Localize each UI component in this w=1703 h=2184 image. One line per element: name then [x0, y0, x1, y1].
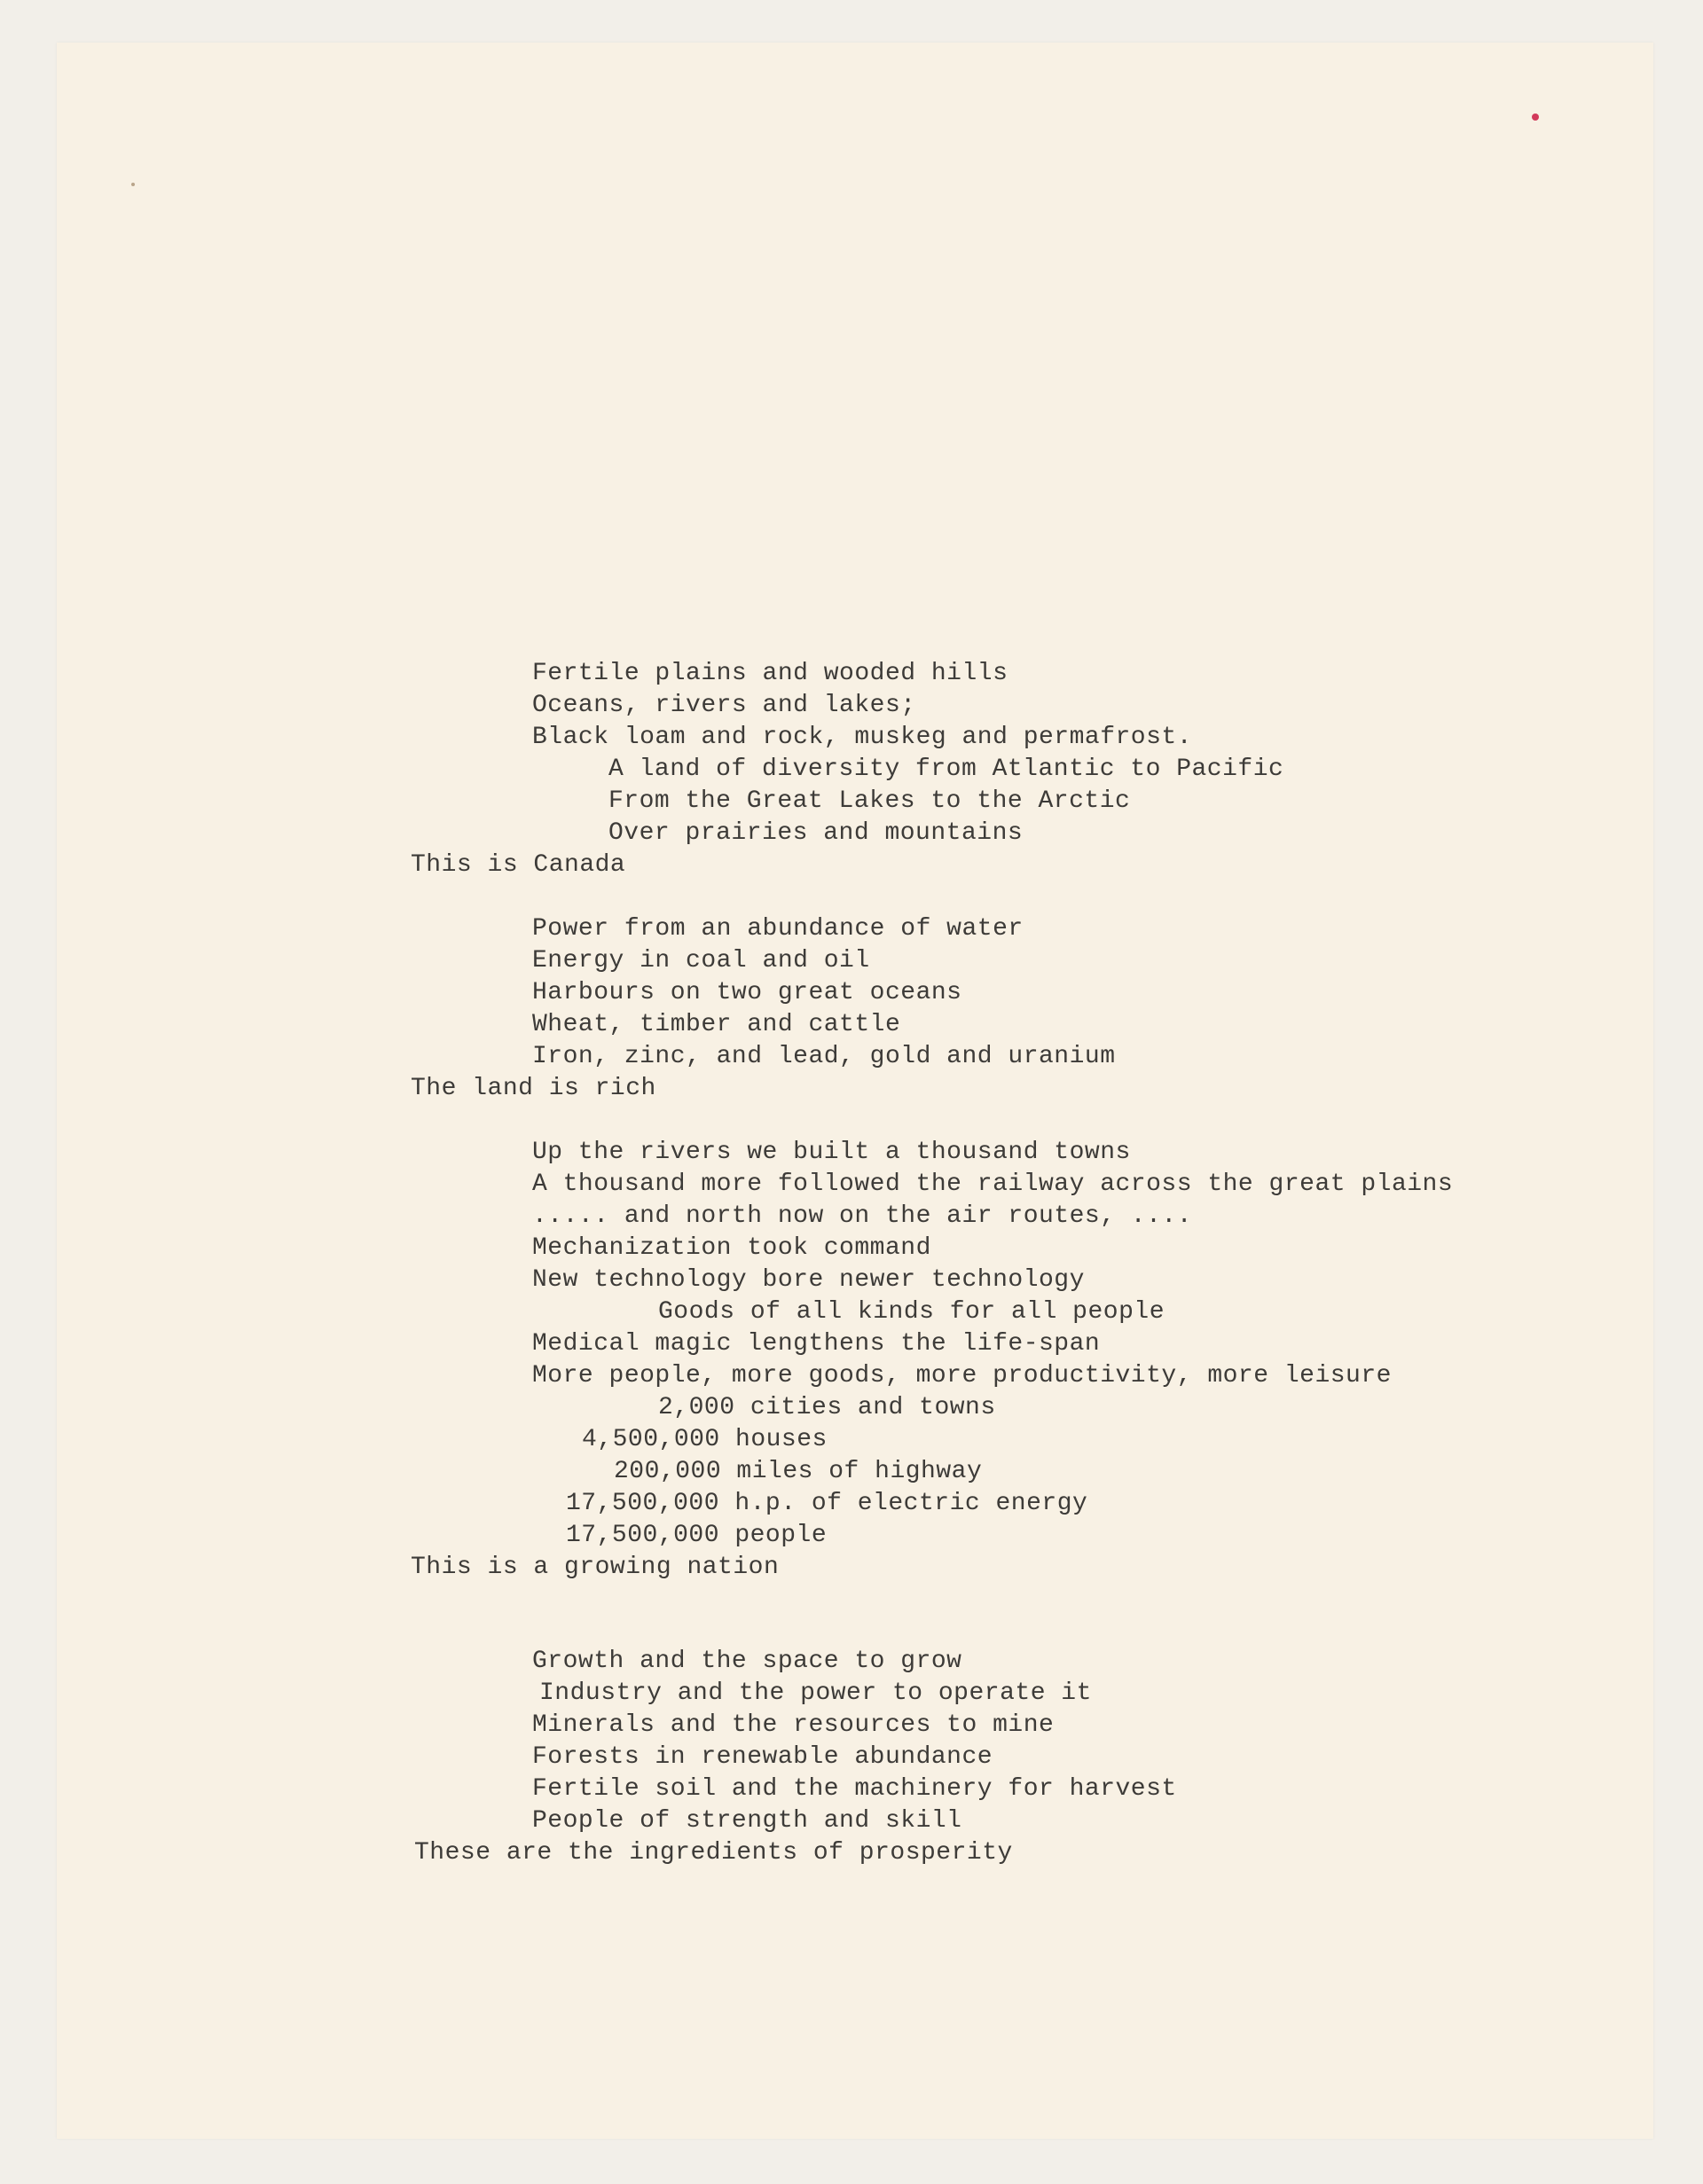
stanza2-line-5: Iron, zinc, and lead, gold and uranium	[532, 1043, 1116, 1070]
stanza2-line-2: Energy in coal and oil	[532, 947, 870, 975]
stanza4-line-2: Industry and the power to operate it	[539, 1679, 1092, 1707]
stanza4-line-6: People of strength and skill	[532, 1807, 962, 1835]
stanza2-line-3: Harbours on two great oceans	[532, 979, 962, 1006]
stanza2-line-4: Wheat, timber and cattle	[532, 1011, 901, 1038]
stanza1-line-2: Oceans, rivers and lakes;	[532, 692, 916, 719]
stanza3-stat-5: 17,500,000 people	[566, 1522, 828, 1549]
poem-text	[57, 43, 1653, 2139]
stanza2-closing: The land is rich	[411, 1075, 656, 1102]
stanza3-line-3: ..... and north now on the air routes, ....	[532, 1202, 1193, 1230]
stanza3-line-1: Up the rivers we built a thousand towns	[532, 1139, 1131, 1166]
stanza1-line-5: From the Great Lakes to the Arctic	[608, 787, 1131, 815]
stanza1-line-1: Fertile plains and wooded hills	[532, 660, 1008, 687]
stanza4-line-3: Minerals and the resources to mine	[532, 1711, 1055, 1739]
stanza1-line-3: Black loam and rock, muskeg and permafrost.	[532, 724, 1193, 751]
stanza3-stat-1: 2,000 cities and towns	[658, 1394, 996, 1421]
stanza4-line-5: Fertile soil and the machinery for harvest	[532, 1775, 1177, 1803]
stanza3-line-5: New technology bore newer technology	[532, 1266, 1085, 1294]
stanza1-closing: This is Canada	[411, 851, 626, 879]
stanza3-closing: This is a growing nation	[411, 1554, 780, 1581]
stanza3-line-8: More people, more goods, more productivity, more leisure	[532, 1362, 1392, 1389]
stanza3-stat-3: 200,000 miles of highway	[614, 1458, 983, 1485]
stanza1-line-6: Over prairies and mountains	[608, 819, 1024, 847]
stanza3-line-7: Medical magic lengthens the life-span	[532, 1330, 1101, 1358]
stanza3-stat-4: 17,500,000 h.p. of electric energy	[566, 1490, 1088, 1517]
stanza3-line-6: Goods of all kinds for all people	[658, 1298, 1165, 1326]
stanza4-line-1: Growth and the space to grow	[532, 1648, 962, 1675]
stanza3-line-4: Mechanization took command	[532, 1234, 931, 1262]
stanza1-line-4: A land of diversity from Atlantic to Pacific	[608, 755, 1284, 783]
stanza4-closing: These are the ingredients of prosperity	[414, 1839, 1013, 1867]
stanza3-line-2: A thousand more followed the railway across the great plains	[532, 1170, 1454, 1198]
stanza2-line-1: Power from an abundance of water	[532, 915, 1024, 943]
stanza3-stat-2: 4,500,000 houses	[582, 1426, 828, 1453]
stanza4-line-4: Forests in renewable abundance	[532, 1743, 993, 1771]
typescript-page	[57, 43, 1653, 2139]
